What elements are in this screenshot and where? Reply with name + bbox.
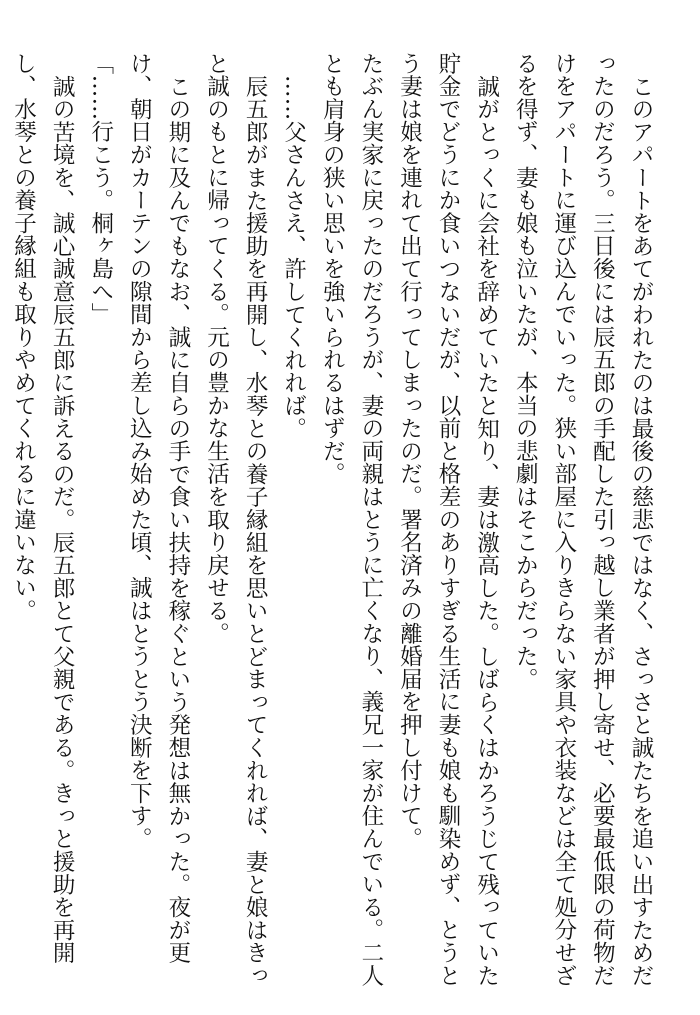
paragraph-5: 辰五郎がまた援助を再開し、水琴との養子縁組を思いとどまってくれれば、妻と娘はきっと誠のもとに帰ってくる。元の豊かな生活を取り戻せる。 xyxy=(203,52,269,987)
dialogue-line: 「……行こう。桐ヶ島へ」 xyxy=(87,52,114,326)
paragraph-2: 誠がとっくに会社を辞めていたと知り、妻は激高した。しばらくはかろうじて残っていた貯金でどうにか食いつないだが、以前と格差のありすぎる生活に妻も娘も馴染めず、とうとう妻は娘を連れて出て行ってしまったのだ。署名済みの離婚届を押し付けて。 xyxy=(396,52,500,987)
paragraph-6: この期に及んでもなお、誠に自らの手で食い扶持を稼ぐという発想は無かった。夜が更け、朝日がカーテンの隙間から差し込み始めた頃、誠はとうとう決断を下す。 xyxy=(126,52,191,964)
vertical-text-body xyxy=(4,52,660,992)
paragraph-7: 誠の苦境を、誠心誠意辰五郎に訴えるのだ。辰五郎とて父親である。きっと援助を再開し、水琴との養子縁組も取りやめてくれるに違いない。 xyxy=(10,52,76,964)
paragraph-3: たぶん実家に戻ったのだろうが、妻の両親はとうに亡くなり、義兄一家が住んでいる。二人とも肩身の狭い思いを強いられるはずだ。 xyxy=(319,52,384,987)
paragraph-4: ……父さんさえ、許してくれれば。 xyxy=(280,74,307,440)
paragraph-1: このアパートをあてがわれたのは最後の慈悲ではなく、さっさと誠たちを追い出すためだったのだろう。三日後には辰五郎の手配した引っ越し業者が押し寄せ、必要最低限の荷物だけをアパートに運び込んでいった。狭い部屋に入りきらない家具や衣装などは全て処分せざるを得ず、妻も娘も泣いたが、本当の悲劇はそこからだった。 xyxy=(512,52,654,987)
